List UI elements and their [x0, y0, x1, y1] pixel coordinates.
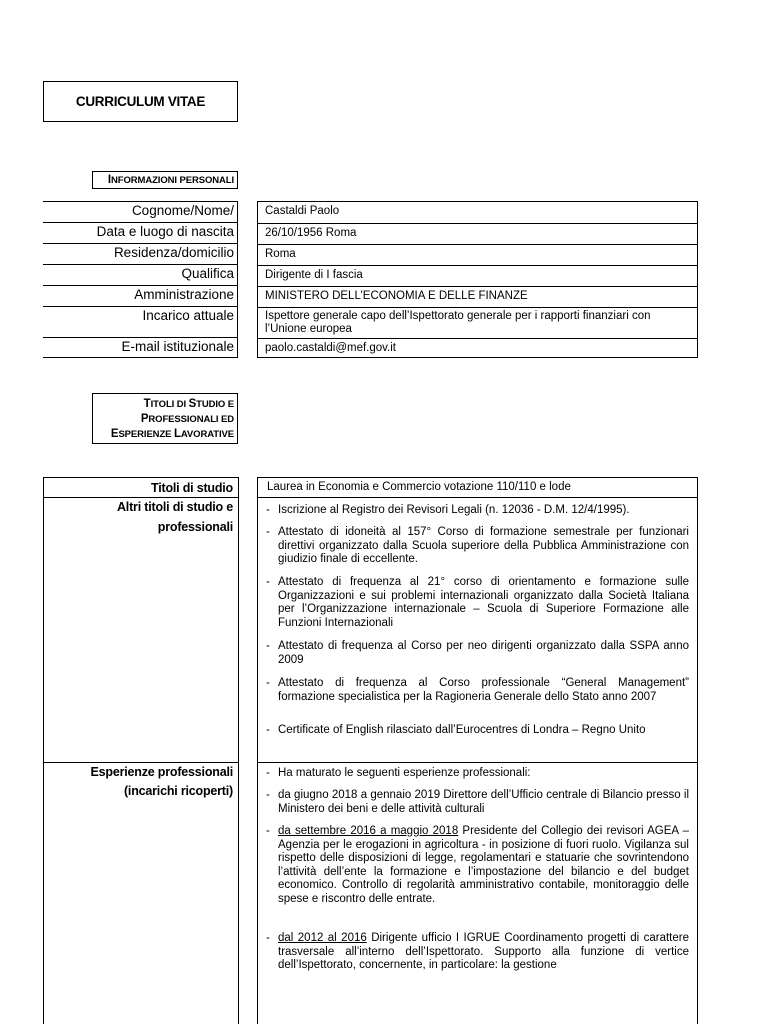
label-titoli: Titoli di studio: [151, 481, 233, 495]
value-incarico: Ispettore generale capo dell’Ispettorato generale per i rapporti finanziari con l’Unione europea: [258, 307, 697, 341]
section-header-personal: INFORMAZIONI PERSONALI: [92, 171, 238, 189]
value-name: Castaldi Paolo: [265, 205, 340, 217]
esperienze-intro: - Ha maturato le seguenti esperienze professionali:: [266, 767, 531, 779]
altri-item-6: - Certificate of English rilasciato dall’Eurocentres di Londra – Regno Unito: [266, 724, 646, 736]
label-altri-1: Altri titoli di studio e: [116, 500, 233, 514]
label-altri-2: professionali: [157, 520, 233, 534]
education-labels: [43, 477, 239, 1024]
label-name: Cognome/Nome/: [131, 203, 234, 218]
personal-values: [257, 201, 698, 358]
esperienze-item-3-date: dal 2012 al 2016: [278, 932, 367, 944]
label-amministrazione: Amministrazione: [134, 287, 234, 302]
cv-title-box: [43, 81, 238, 122]
value-residence: Roma: [258, 244, 697, 266]
altri-item-1: - Iscrizione al Registro dei Revisori Legali (n. 12036 - D.M. 12/4/1995).: [266, 504, 630, 516]
value-email: paolo.castaldi@mef.gov.it: [258, 338, 697, 359]
label-incarico: Incarico attuale: [142, 308, 234, 323]
cv-title: CURRICULUM VITAE: [75, 94, 206, 109]
altri-item-3: - Attestato di frequenza al 21° corso di orientamento e formazione sulle Organizzazioni e sui problemi internazionali organizzato dalla Società Italiana per l’Organizzazione internazionale – Scuola di Superiore Formazione alle Funzioni Internazionali: [266, 576, 689, 629]
esperienze-item-3: - dal 2012 al 2016 Dirigente ufficio I IGRUE Coordinamento progetti di carattere trasversale all’interno dell’Ispettorato. Supporto alla funzione di vertice dell’Ispettorato, concernente, in particolare: la gestione: [266, 932, 689, 971]
label-email: E-mail istituzionale: [121, 339, 234, 354]
education-values: [257, 477, 698, 1024]
section-header-titles: TITOLI DI STUDIO E PROFESSIONALI ED ESPERIENZE LAVORATIVE: [92, 393, 238, 444]
altri-item-4: - Attestato di frequenza al Corso per neo dirigenti organizzato dalla SSPA anno 2009: [266, 640, 689, 666]
label-birth: Data e luogo di nascita: [96, 224, 234, 239]
altri-item-5: - Attestato di frequenza al Corso professionale “General Management” formazione specialistica per la Ragioneria Generale dello Stato anno 2007: [266, 677, 689, 703]
personal-labels: [43, 201, 238, 358]
value-amministrazione: MINISTERO DELL’ECONOMIA E DELLE FINANZE: [258, 286, 697, 308]
titoli-value: Laurea in Economia e Commercio votazione 110/110 e lode: [267, 481, 571, 493]
esperienze-item-1: - da giugno 2018 a gennaio 2019 Direttore dell’Ufficio centrale di Bilancio presso il Ministero dei beni e delle attività culturali: [266, 789, 689, 815]
label-qualifica: Qualifica: [181, 266, 234, 281]
altri-item-2: - Attestato di idoneità al 157° Corso di formazione semestrale per funzionari direttivi organizzato dalla Scuola superiore della Pubblica Amministrazione con giudizio finale di eccellente.: [266, 526, 689, 565]
value-birth: 26/10/1956 Roma: [258, 223, 697, 245]
esperienze-item-2: - da settembre 2016 a maggio 2018 Presidente del Collegio dei revisori AGEA – Agenzia per le erogazioni in agricoltura - in posizione di fuori ruolo. Vigilanza sul rispetto delle disposizioni di legge, regolamentari e statuarie che sovrintendono l’attività dell’ente la formazione e l’impostazione del bilancio e del budget economico. Controllo di regolarità amministrativo contabile, monitoraggio delle spese e riscontro delle entrate.: [266, 825, 689, 905]
label-esperienze-2: (incarichi ricoperti): [123, 784, 233, 798]
label-esperienze-1: Esperienze professionali: [90, 765, 233, 779]
value-qualifica: Dirigente di I fascia: [258, 265, 697, 287]
label-residence: Residenza/domicilio: [113, 245, 234, 260]
esperienze-item-2-date: da settembre 2016 a maggio 2018: [278, 825, 459, 837]
